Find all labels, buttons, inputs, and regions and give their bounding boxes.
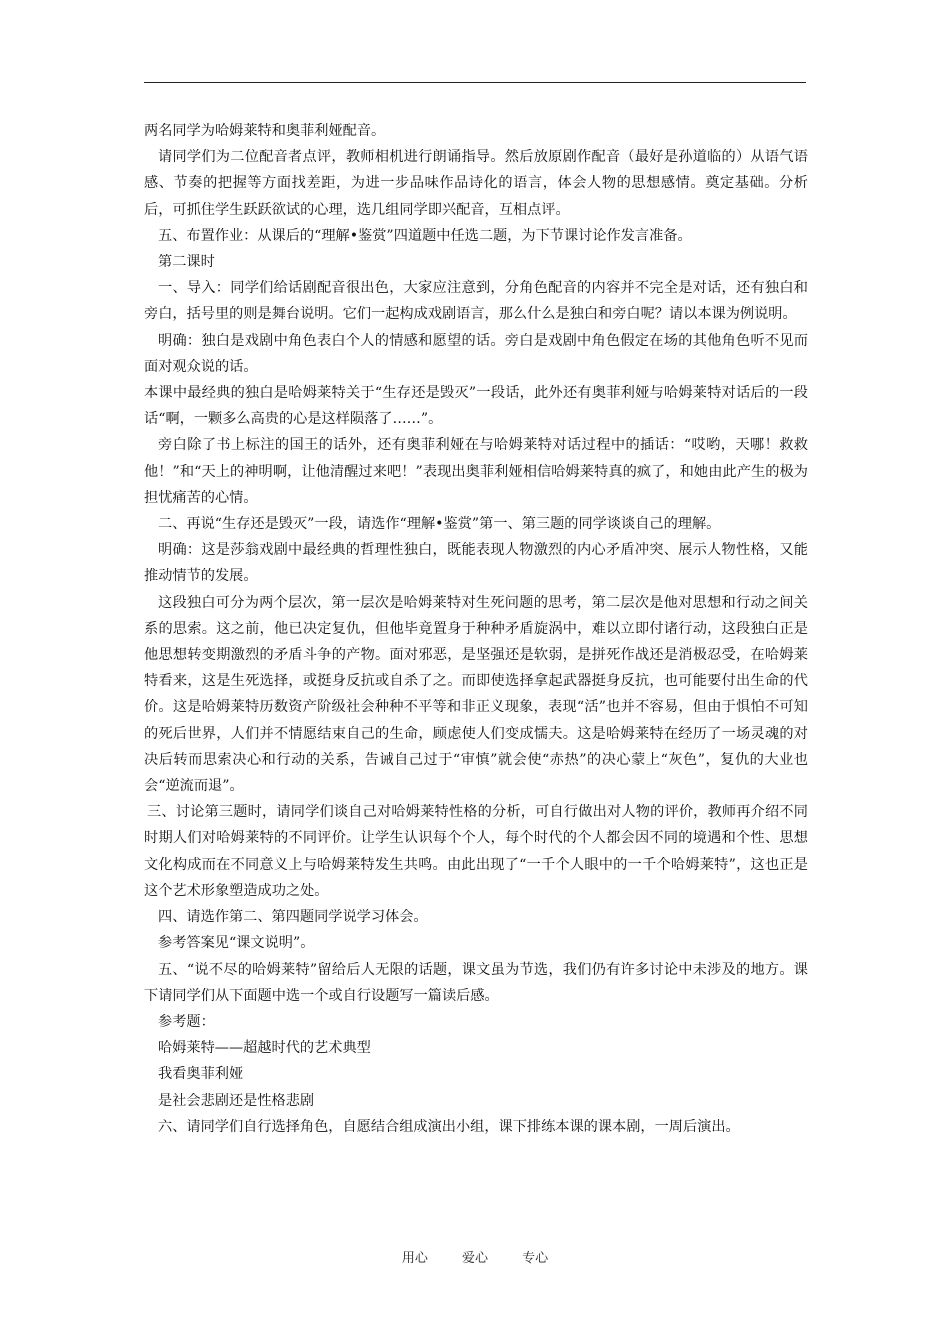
paragraph: 一、导入：同学们给话剧配音很出色，大家应注意到，分角色配音的内容并不完全是对话，还有独白和旁白，括号里的则是舞台说明。它们一起构成戏剧语言，那么什么是独白和旁白呢？请以本课为例说明。 xyxy=(144,280,808,323)
paragraph: 六、请同学们自行选择角色，自愿结合组成演出小组，课下排练本课的课本剧，一周后演出。 xyxy=(158,1118,740,1135)
list-item: 是社会悲剧还是性格悲剧 xyxy=(158,1092,315,1109)
paragraph: 参考题： xyxy=(158,1013,215,1030)
header-rule xyxy=(144,82,806,83)
document-body xyxy=(144,118,808,1140)
paragraph: 明确：独白是戏剧中角色表白个人的情感和愿望的话。旁白是戏剧中角色假定在场的其他角色听不见而面对观众说的话。 xyxy=(144,332,808,375)
section-heading: 第二课时 xyxy=(158,254,215,271)
footer-item: 专心 xyxy=(522,1251,549,1266)
paragraph: 本课中最经典的独白是哈姆莱特关于“生存还是毁灭”一段话，此外还有奥菲利娅与哈姆莱特对话后的一段话“啊，一颗多么高贵的心是这样陨落了……”。 xyxy=(144,385,808,428)
page-footer xyxy=(0,1247,950,1266)
footer-item: 用心 xyxy=(401,1251,428,1266)
paragraph: 二、再说“生存还是毁灭”一段，请选作“理解•鉴赏”第一、第三题的同学谈谈自己的理解。 xyxy=(158,516,721,533)
paragraph: 请同学们为二位配音者点评，教师相机进行朗诵指导。然后放原剧作配音（最好是孙道临的）从语气语感、节奏的把握等方面找差距，为进一步品味作品诗化的语言，体会人物的思想感情。奠定基础。分析后，可抓住学生跃跃欲试的心理，选几组同学即兴配音，互相点评。 xyxy=(144,149,808,218)
paragraph: 这段独白可分为两个层次，第一层次是哈姆莱特对生死问题的思考，第二层次是他对思想和行动之间关系的思索。这之前，他已决定复仇，但他毕竟置身于种种矛盾旋涡中，难以立即付诸行动，这段独白正是他思想转变期激烈的矛盾斗争的产物。面对邪恶，是坚强还是软弱，是拼死作战还是消极忍受，在哈姆莱特看来，这是生死选择，或挺身反抗或自杀了之。而即使选择拿起武器挺身反抗，也可能要付出生命的代价。这是哈姆莱特历数资产阶级社会种种不平等和非正义现象，表现“活”也并不容易，但由于惧怕不可知的死后世界，人们并不情愿结束自己的生命，顾虑使人们变成懦夫。这是哈姆莱特在经历了一场灵魂的对决后转而思索决心和行动的关系，告诫自己过于“审慎”就会使“赤热”的决心蒙上“灰色”，复仇的大业也会“逆流而退”。 xyxy=(144,594,808,795)
paragraph: 两名同学为哈姆莱特和奥菲利娅配音。 xyxy=(144,123,386,139)
paragraph: 三、讨论第三题时，请同学们谈自己对哈姆莱特性格的分析，可自行做出对人物的评价，教师再介绍不同时期人们对哈姆莱特的不同评价。让学生认识每个个人，每个时代的个人都会因不同的境遇和个性、思想文化构成而在不同意义上与哈姆莱特发生共鸣。由此出现了“一千个人眼中的一千个哈姆莱特”，这也正是这个艺术形象塑造成功之处。 xyxy=(144,804,808,899)
footer-item: 爱心 xyxy=(461,1251,488,1266)
paragraph: 五、“说不尽的哈姆莱特”留给后人无限的话题，课文虽为节选，我们仍有许多讨论中未涉及的地方。课下请同学们从下面题中选一个或自行设题写一篇读后感。 xyxy=(144,961,808,1004)
paragraph: 参考答案见“课文说明”。 xyxy=(158,935,315,952)
paragraph: 旁白除了书上标注的国王的话外，还有奥菲利娅在与哈姆莱特对话过程中的插话：“哎哟，天哪！救救他！”和“天上的神明啊，让他清醒过来吧！”表现出奥菲利娅相信哈姆莱特真的疯了，和她由此产生的极为担忧痛苦的心情。 xyxy=(144,437,808,506)
paragraph: 四、请选作第二、第四题同学说学习体会。 xyxy=(158,909,428,926)
list-item: 我看奥菲利娅 xyxy=(158,1066,244,1083)
paragraph: 明确：这是莎翁戏剧中最经典的哲理性独白，既能表现人物激烈的内心矛盾冲突、展示人物性格，又能推动情节的发展。 xyxy=(144,542,808,585)
paragraph: 五、布置作业：从课后的“理解•鉴赏”四道题中任选二题，为下节课讨论作发言准备。 xyxy=(158,227,692,244)
list-item: 哈姆莱特——超越时代的艺术典型 xyxy=(158,1040,371,1057)
